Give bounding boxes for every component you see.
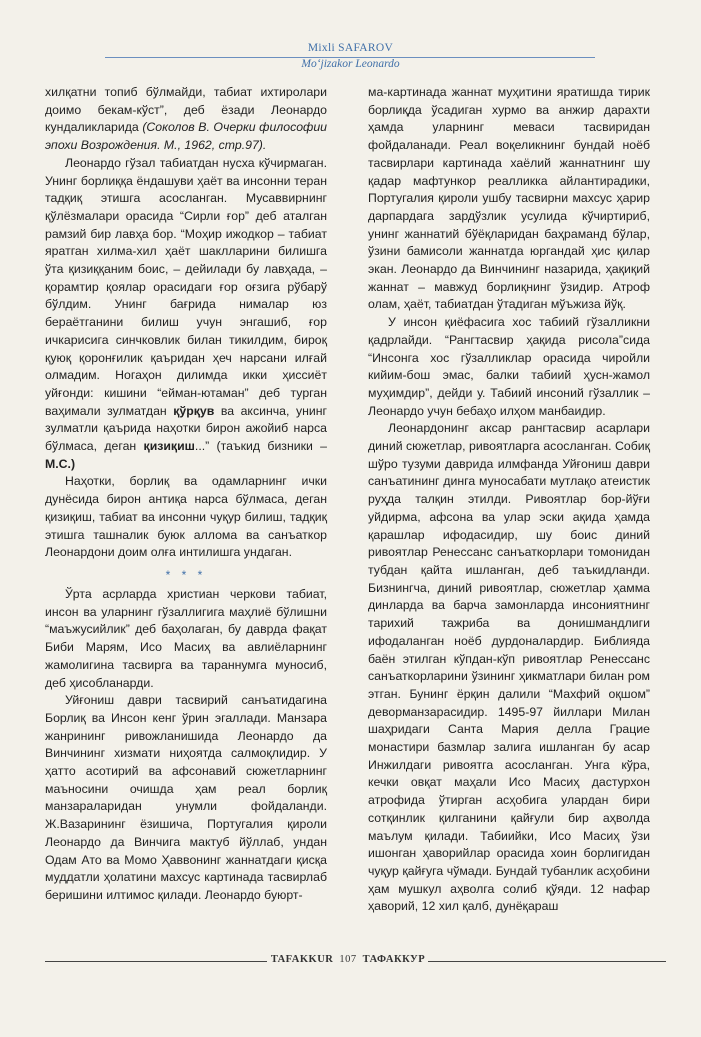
paragraph-text: ва аксинча, унинг зулматли қаърида наҳотки бирон ажойиб нарса бўлмаса, деган (45, 403, 328, 454)
citation: (Соколов В. Очерки философии эпохи Возрождения. М., 1962, стр.97). (45, 120, 328, 153)
paragraph: Уйғониш даври тасвирий санъатидагина Борлиқ ва Инсон кенг ўрин эгаллади. Манзара жанрининг ривожланишида Леонардо да Винчининг хизмати ниҳоятда салмоқлидир. У ҳатто асотирий ва афсонавий сюжетларнинг маъносини очишда ҳам реал борлиқ манзараларидан унумли фойдаланди. Ж.Вазарининг ёзишича, Португалия қироли Леонардо да Винчига мактуб йўллаб, ундан Одам Ато ва Момо Ҳаввонинг жаннатдаги қисқа муддатли ҳолатини махсус картинада тасвирлаб беришини илтимос қилади. Леонардо буюрт- (45, 693, 327, 902)
paragraph: Леонардонинг аксар рангтасвир асарлари диний сюжетлар, ривоятларга асосланган. Собиқ шўро тузуми даврида илмфанда Уйғониш даври санъатининг динга муносабати мутлақо атеистик руҳда талқин этилди. Ривоятлар бор-йўғи уйдирма, афсона ва улар эски ақида ҳамда қарашлар ифодасидир, шу боис диний ривоятлар Ренессанс санъаткорлари томонидан тубдан қайта ишланган, деб таъкидланди. Бизнингча, диний ривоятлар, сюжетлар ҳамма динларда ва барча замонларда инсониятнинг тарихий тажриба ва донишмандлиги ифодаланган ноёб дурдоналардир. Библияда баён этилган кўпдан-кўп ривоятлар Ренессанс санъаткорларини ўзининг ҳикматлари билан ром этган. Бунинг ёрқин далили “Махфий оқшом” деворманзарасидир. 1495-97 йиллари Милан шаҳридаги Санта Мария делла Грацие монастири базмлар залига ишланган бу асар Инжилдаги ривоятга асосланган. Унга кўра, кечки овқат маҳали Исо Масиҳ дастурхон атрофида ўтирган асҳобига улардан бири сотқинлик қилганини қайғули бир аҳволда маълум қилади. Табиийки, Исо Масиҳ ўзи ишонган ҳаворийлар орасида хоин борлигидан чуқур қайғуга чўмади. Бундай тубанлик асҳобини ҳам мушкул аҳволга солиб қўяди. 12 нафар ҳаворий, 12 хил қалб, дунёқараш (368, 421, 650, 914)
header-rule (105, 57, 595, 58)
paragraph: У инсон қиёфасига хос табиий гўзалликни қадрлайди. “Рангтасвир ҳақида рисола”сида “Инсонга хос гўзалликлар орасида чиройли кийим-бош эмас, балки табиий ҳусн-жамол муҳимдир”, дейди у. Табиий инсоний гўзаллик – Леонардо учун бебаҳо илҳом манбаидир. (368, 315, 650, 418)
paragraph (45, 84, 327, 155)
paragraph-text: Леонардо гўзал табиатдан нусха кўчирмаган. Унинг борлиққа ёндашуви ҳаёт ва инсонни теран тадқиқ этишга асосланган. Мусаввирнинг қўлёзмалари орасида “Сирли ғор” деб аталган рамзий бир лавҳа бор. “Моҳир ижодкор – табиат яратган хилма-хил ҳаёт шаклларини билишга ўта қизиққаним боис, – дейилади бу лавҳада, – қорамтир қоялар орасидаги ғор оғзига рўбарў бўлдим. Унинг бағрида нималар юз бераётганини билиш учун энгашиб, ғор ичкарисига синчковлик билан тикилдим, бироқ қуюқ қоронғилик қаъридан ҳеч нарсани илғай олмадим. Ногаҳон дилимда икки ҳиссиёт уйғонди: кишини “ейман-ютаман” деб турган ваҳимали зулматдан (45, 155, 327, 418)
header-subtitle: Mo‘jizakor Leonardo (301, 58, 400, 70)
right-column (368, 84, 650, 916)
paragraph-text: хилқатни топиб бўлмайди, табиат ихтиролари доимо бекам-кўст”, деб ёзади Леонардо кундаликларида (45, 85, 327, 135)
emphasis: М.С.) (45, 456, 76, 471)
paragraph: ма-картинада жаннат муҳитини яратишда тирик борлиқда ўсадиган хурмо ва анжир дарахти ҳамда уларнинг меваси тасвиридан фойдаланади. Реал воқеликнинг бундай ноёб тасвирлари картинада хаёлий жаннатнинг шу қадар мафтункор реалликка айлантирадики, Португалия қироли ушбу тасвирни махсус ҳарир дарпардага зардўзлик усулида кўчиртириб, унинг жаннатий бўёқларидан баҳраманд бўлар, ўзини бамисоли жаннатда юргандай ҳис қилар экан. Леонардо да Винчининг назарида, ҳақиқий жаннат – мавжуд борлиқнинг ўзидир. Атроф олам, ҳаёт, табиатдан ўтадиган мўъжиза йўқ. (368, 85, 650, 312)
section-separator: * * * (165, 567, 207, 582)
emphasis: қизиқиш (143, 439, 195, 454)
footer-journal-latin: TAFAKKUR (270, 954, 334, 965)
header-author: Mixli SAFAROV (307, 42, 394, 54)
emphasis: қўрқув (173, 403, 215, 418)
footer-text (270, 954, 426, 965)
paragraph (45, 155, 327, 474)
page-number: 107 (339, 954, 357, 965)
running-footer (0, 952, 701, 972)
footer-journal-cyrillic: ТАФАККУР (362, 954, 426, 965)
paragraph-text: ...” (таъкид бизники – (194, 439, 327, 454)
paragraph: Наҳотки, борлиқ ва одамларнинг ички дунёсида бирон антиқа нарса бўлмаса, деган қизиқиш, табиат ва инсонни чуқур билиш, тадқиқ этишга ташналик буюк аллома ва санъаткор Леонардони доим олға интилишга ундаган. (45, 474, 327, 560)
left-column (45, 84, 327, 905)
footer-rule-left (45, 961, 267, 962)
running-header (0, 42, 701, 70)
footer-rule-right (428, 961, 666, 962)
paragraph: Ўрта асрларда христиан черкови табиат, инсон ва уларнинг гўзаллигига маҳлиё бўлишни “маъжусийлик” деб баҳолаган, бу даврда фақат Биби Марям, Исо Масиҳ ва авлиёларнинг жамолигина тасвирга ва тараннумга муносиб, деб ҳисобланарди. (45, 586, 327, 690)
